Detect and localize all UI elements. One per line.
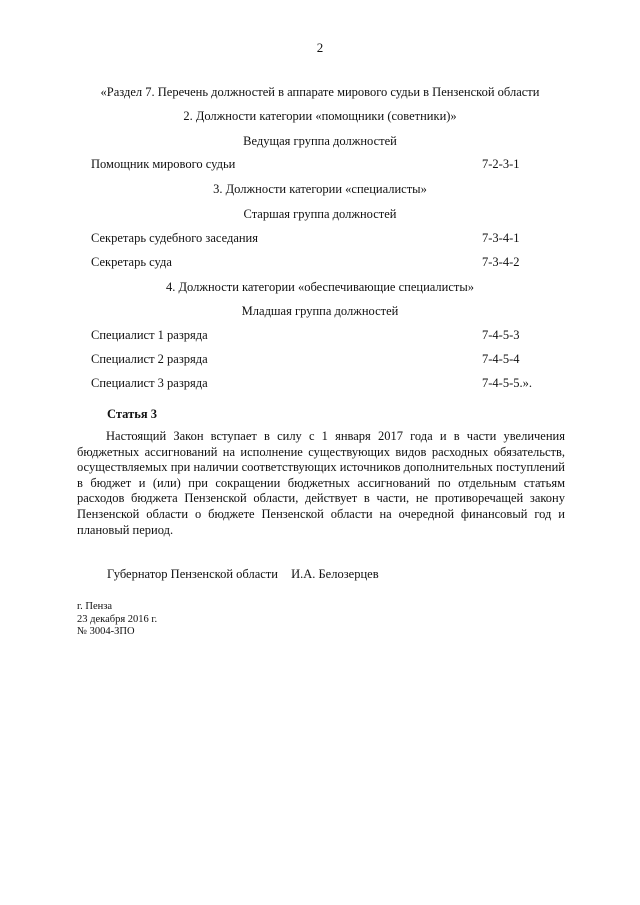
position-code: 7-2-3-1	[482, 157, 520, 171]
group-title: Ведущая группа должностей	[243, 134, 397, 148]
governor-name: И.А. Белозерцев	[291, 567, 379, 581]
footer-city: г. Пенза	[77, 601, 113, 612]
group-title: Младшая группа должностей	[241, 304, 399, 318]
footer-date: 23 декабря 2016 г.	[77, 613, 158, 625]
position-name: Специалист 3 разряда	[91, 376, 208, 390]
section-title: «Раздел 7. Перечень должностей в аппарате мирового судьи в Пензенской области	[100, 85, 540, 99]
page-number: 2	[316, 40, 324, 55]
position-code: 7-3-4-1	[482, 231, 520, 245]
position-code: 7-4-5-5.».	[482, 376, 532, 390]
position-name: Помощник мирового судьи	[91, 157, 236, 171]
position-code: 7-3-4-2	[482, 255, 520, 269]
position-name: Специалист 2 разряда	[91, 352, 208, 366]
footer-number: № 3004-ЗПО	[77, 626, 135, 637]
article-heading: Статья 3	[107, 407, 157, 421]
position-name: Секретарь судебного заседания	[91, 231, 258, 245]
article-body: Настоящий Закон вступает в силу с 1 января 2017 года и в части увеличения бюджетных ассигнований на исполнение существующих видов расходных обязательств, осуществляемых при наличии соответствующих источников дополнительных поступлений в бюджет и (или) при сокращении бюджетных ассигнований по отдельным статьям расходов бюджета Пензенской области, действует в части, не противоречащей закону Пензенской области о бюджете Пензенской области на очередной финансовый год и плановый период.	[77, 429, 565, 537]
position-name: Секретарь суда	[91, 255, 172, 269]
governor-title: Губернатор Пензенской области	[107, 567, 278, 581]
signature-line	[107, 567, 379, 582]
category-title: 3. Должности категории «специалисты»	[213, 182, 427, 196]
group-title: Старшая группа должностей	[243, 207, 397, 221]
footer-meta	[77, 601, 157, 639]
category-title: 2. Должности категории «помощники (советники)»	[183, 109, 457, 123]
position-name: Специалист 1 разряда	[91, 328, 208, 342]
category-title: 4. Должности категории «обеспечивающие специалисты»	[165, 280, 475, 294]
position-code: 7-4-5-4	[482, 352, 520, 366]
position-code: 7-4-5-3	[482, 328, 520, 342]
